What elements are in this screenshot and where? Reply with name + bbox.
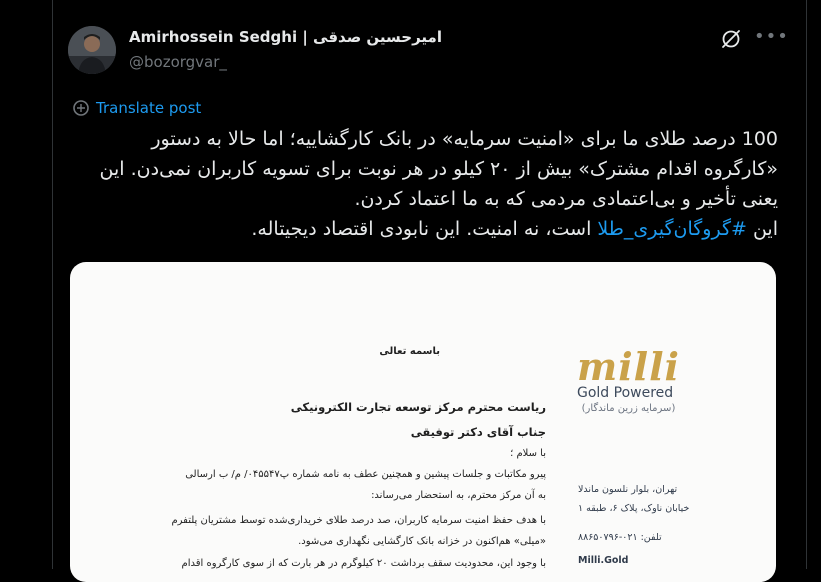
more-options-icon[interactable]: ••• bbox=[754, 26, 789, 47]
milli-logo bbox=[577, 344, 680, 414]
letter-paragraph: «میلی» هم‌اکنون در خزانه بانک کارگشایی نگهداری می‌شود. bbox=[298, 536, 546, 547]
timeline-border-left bbox=[52, 0, 53, 569]
letter-recipient-name: جناب آقای دکتر توفیقی bbox=[410, 425, 546, 439]
letter-paragraph: به آن مرکز محترم، به استحضار می‌رساند: bbox=[371, 490, 546, 501]
logo-mark: milli bbox=[577, 344, 680, 389]
company-address bbox=[578, 480, 689, 570]
logo-text: Gold Powered bbox=[577, 385, 674, 401]
letter-paragraph: با وجود این، محدودیت سقف برداشت ۲۰ کیلوگرم در هر بارت که از سوی کارگروه اقدام bbox=[181, 558, 546, 569]
address-line: تهران، بلوار نلسون ماندلا bbox=[578, 484, 678, 495]
letter-document bbox=[70, 262, 776, 582]
author-handle[interactable]: @bozorgvar_ bbox=[129, 53, 227, 71]
letter-header: باسمه تعالی bbox=[379, 346, 440, 357]
letter-paragraph: پیرو مکاتبات و جلسات پیشین و همچنین عطف به نامه شماره پ۰۴۵۵۴۷/ م/ ب ارسالی bbox=[185, 469, 546, 480]
tweet-line: «کارگروه اقدام مشترک» بیش از ۲۰ کیلو در هر نوبت برای تسویه کاربران نمی‌دن. این bbox=[99, 158, 778, 180]
tweet-text-segment: است، نه امنیت. این نابودی اقتصاد دیجیتاله. bbox=[251, 218, 598, 240]
letter-greeting: با سلام ؛ bbox=[510, 448, 546, 459]
letter-recipient: ریاست محترم مرکز توسعه تجارت الکترونیکی bbox=[290, 400, 546, 414]
tweet-text bbox=[72, 124, 778, 244]
attached-image[interactable] bbox=[70, 262, 776, 582]
avatar[interactable] bbox=[68, 26, 116, 74]
letter-paragraph: با هدف حفظ امنیت سرمایه کاربران، صد درصد طلای خریداری‌شده توسط مشتریان پلتفرم bbox=[171, 515, 546, 526]
grok-icon[interactable] bbox=[720, 28, 742, 50]
translate-post-link[interactable] bbox=[72, 99, 201, 117]
timeline-border-right bbox=[806, 0, 807, 569]
author-name[interactable]: Amirhossein Sedghi | امیرحسین صدقی bbox=[129, 28, 442, 46]
tweet-line bbox=[72, 214, 778, 244]
tweet-line: یعنی تأخیر و بی‌اعتمادی مردمی که به ما اعتماد کردن. bbox=[354, 188, 778, 210]
address-line: خیابان ناوک، پلاک ۶، طبقه ۱ bbox=[578, 503, 690, 514]
tweet-line: 100 درصد طلای ما برای «امنیت سرمایه» در بانک کارگشاییه؛ اما حالا به دستور bbox=[151, 128, 778, 150]
avatar-photo bbox=[68, 26, 116, 74]
phone-number: تلفن: ۰۲۱-۸۸۶۵۰۷۹۶ bbox=[578, 532, 662, 543]
translate-post-label: Translate post bbox=[96, 99, 202, 117]
logo-subtitle: (سرمایه زرین ماندگار) bbox=[581, 403, 676, 414]
website: Milli.Gold bbox=[578, 555, 629, 566]
tweet-text-segment: این bbox=[746, 218, 778, 240]
hashtag-link[interactable]: #گروگان‌گیری_طلا bbox=[597, 218, 747, 240]
translate-icon bbox=[72, 99, 90, 117]
